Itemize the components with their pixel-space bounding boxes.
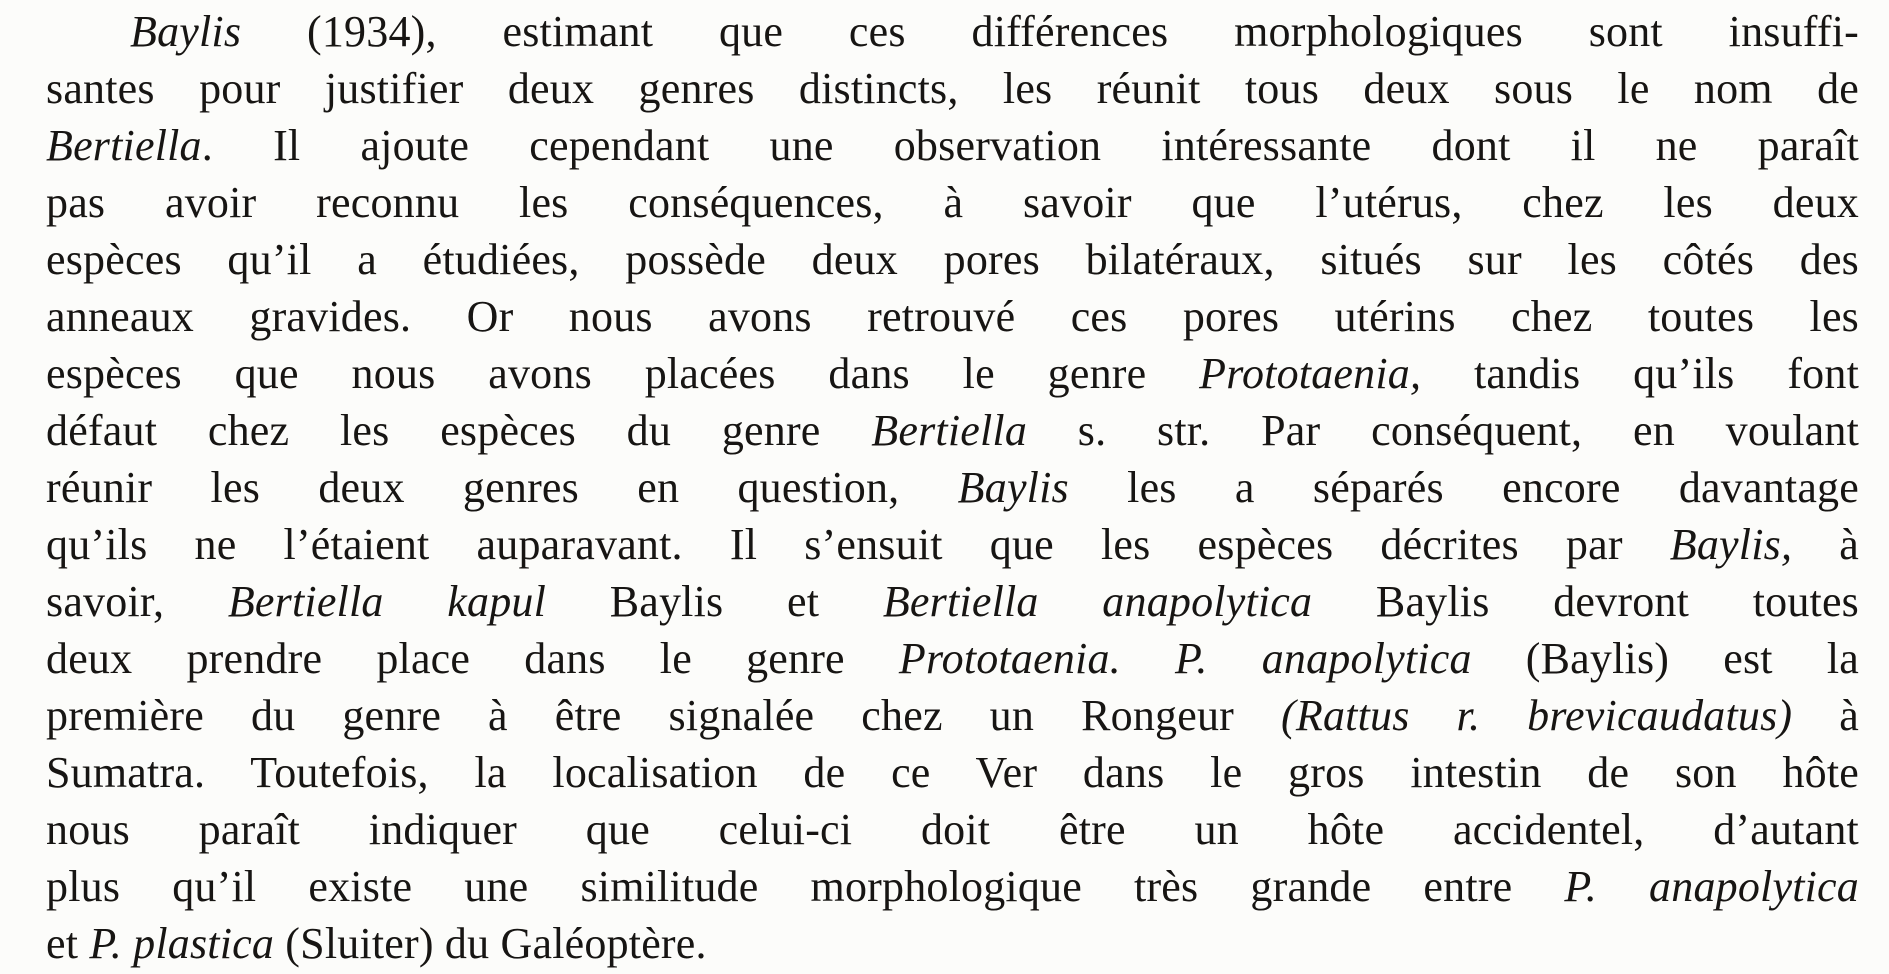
roman-text-run: (Baylis) est la <box>1471 634 1859 683</box>
italic-text-run: Bertiella kapul <box>227 577 547 626</box>
paragraph <box>46 3 1859 972</box>
roman-text-run: les a séparés encore davantage <box>1068 463 1859 512</box>
italic-text-run: Prototaenia. P. anapolytica <box>898 634 1472 683</box>
italic-text-run: Bertiella <box>871 406 1028 455</box>
roman-text-run: première du genre à être signalée chez un Rongeur <box>46 691 1282 740</box>
italic-text-run: Baylis <box>957 463 1069 512</box>
text-line <box>46 60 1859 117</box>
roman-text-run: (1934), estimant que ces différences morphologiques sont insuffi- <box>241 7 1859 56</box>
roman-text-run: et <box>46 919 90 968</box>
text-line <box>46 573 1859 630</box>
text-line <box>46 516 1859 573</box>
italic-text-run: Prototaenia, <box>1199 349 1422 398</box>
roman-text-run: pas avoir reconnu les conséquences, à savoir que l’utérus, chez les deux <box>46 178 1859 227</box>
roman-text-run: santes pour justifier deux genres distincts, les réunit tous deux sous le nom de <box>46 64 1859 113</box>
roman-text-run: Baylis devront toutes <box>1312 577 1860 626</box>
text-line <box>46 3 1859 60</box>
italic-text-run: Bertiella anapolytica <box>882 577 1313 626</box>
italic-text-run: P. anapolytica <box>1564 862 1859 911</box>
roman-text-run: réunir les deux genres en question, <box>46 463 958 512</box>
text-line <box>46 402 1859 459</box>
italic-text-run: P. plastica <box>89 919 275 968</box>
roman-text-run: s. str. Par conséquent, en voulant <box>1027 406 1860 455</box>
text-line <box>46 858 1859 915</box>
roman-text-run: anneaux gravides. Or nous avons retrouvé ces pores utérins chez toutes les <box>46 292 1859 341</box>
text-line <box>46 915 1859 972</box>
text-line <box>46 231 1859 288</box>
text-line <box>46 744 1859 801</box>
text-line <box>46 345 1859 402</box>
text-line <box>46 630 1859 687</box>
roman-text-run: Sumatra. Toutefois, la localisation de ce Ver dans le gros intestin de son hôte <box>46 748 1859 797</box>
roman-text-run: plus qu’il existe une similitude morphologique très grande entre <box>46 862 1565 911</box>
text-line <box>46 288 1859 345</box>
italic-text-run: (Rattus r. brevicaudatus) <box>1281 691 1793 740</box>
roman-text-run: qu’ils ne l’étaient auparavant. Il s’ensuit que les espèces décrites par <box>46 520 1670 569</box>
roman-text-run: défaut chez les espèces du genre <box>46 406 872 455</box>
roman-text-run: nous paraît indiquer que celui-ci doit être un hôte accidentel, d’autant <box>46 805 1859 854</box>
text-line <box>46 687 1859 744</box>
roman-text-run: savoir, <box>46 577 228 626</box>
text-line <box>46 174 1859 231</box>
text-line <box>46 117 1859 174</box>
roman-text-run: Baylis et <box>546 577 883 626</box>
roman-text-run: deux prendre place dans le genre <box>46 634 899 683</box>
roman-text-run: tandis qu’ils font <box>1421 349 1860 398</box>
italic-text-run: Baylis <box>130 7 242 56</box>
roman-text-run: à <box>1792 520 1859 569</box>
roman-text-run: à <box>1792 691 1860 740</box>
roman-text-run: espèces que nous avons placées dans le genre <box>46 349 1200 398</box>
text-line <box>46 459 1859 516</box>
text-line <box>46 801 1859 858</box>
italic-text-run: Bertiella <box>46 121 202 170</box>
roman-text-run: (Sluiter) du Galéoptère. <box>274 919 707 968</box>
italic-text-run: Baylis, <box>1669 520 1793 569</box>
roman-text-run: espèces qu’il a étudiées, possède deux pores bilatéraux, situés sur les côtés des <box>46 235 1859 284</box>
roman-text-run: . Il ajoute cependant une observation intéressante dont il ne paraît <box>201 121 1859 170</box>
